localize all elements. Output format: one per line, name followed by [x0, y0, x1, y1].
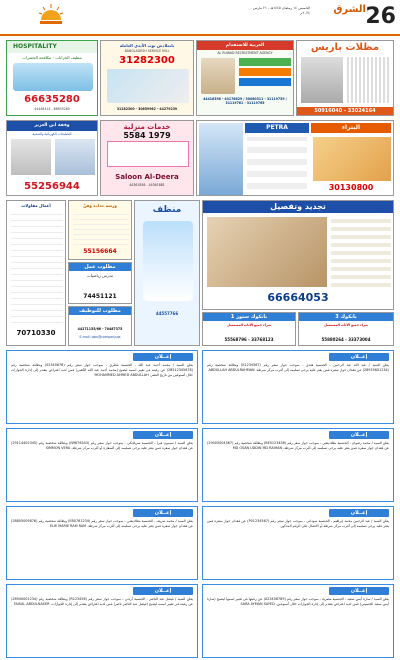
- notice-item: [6, 428, 198, 502]
- ad-phones: 31282300 - 30659962 - 44279239: [116, 107, 178, 111]
- ad-subtitle: للتصليحات الكهربائية والصحية: [32, 132, 72, 136]
- ad-subtitle: البتراء: [311, 123, 391, 133]
- ad-decor: [202, 200, 394, 310]
- notice-item: [6, 506, 198, 580]
- ad-subtitle: تنظيف الخزانات - مكافحة الحشرات: [22, 55, 82, 60]
- ad-phones: 55568796 - 33768123: [224, 337, 274, 342]
- ad-phones: 55880264 - 33373004: [321, 337, 371, 342]
- ad-job-hiring: [68, 306, 132, 346]
- ad-title: مطلوب عمل: [69, 263, 131, 271]
- ad-salon-name: Saloon Al-Deera: [115, 173, 179, 181]
- ad-phone: 55256944: [24, 181, 80, 192]
- ad-phone: 31282300: [119, 55, 175, 66]
- ad-title: تجديد وتفصيل: [203, 201, 393, 213]
- ad-title: مظلات باريس: [310, 42, 380, 53]
- notice-item: [202, 506, 394, 580]
- ad-contracting: [6, 200, 66, 346]
- ad-phones: 44271155/66 - 70487375: [77, 327, 123, 331]
- ad-phone: 66635280: [24, 94, 80, 105]
- ad-title: مطلوب للتوظيف: [69, 307, 131, 315]
- notice-tag: إعــلان: [133, 509, 193, 517]
- ad-title: وقفة ابن العزيز: [7, 121, 97, 131]
- notice-text: يعلن السيد / محمد شريف - الجنسية بنغلاديشي - بموجب جواز سفر رقم (EB0761234) وبطاقة شخصية رقم (28805009876) عن فقدان جواز سفره فمن يعثر عليه يرجى تسليمه إلى أقرب مركز شرطة. ELIE MARIE RAM RAM: [11, 519, 193, 529]
- ad-hospitality: [6, 40, 98, 116]
- notice-tag: إعــلان: [329, 353, 389, 361]
- ad-recruitment: [196, 40, 294, 116]
- ad-phone: 66664053: [267, 291, 329, 304]
- ad-title: HOSPITALITY: [13, 43, 57, 50]
- notice-item: [202, 350, 394, 424]
- notice-tag: إعــلان: [329, 587, 389, 595]
- ad-subtitle: شراء جميع الأثاث المستعمل: [324, 323, 368, 327]
- ad-title: بانغلادش بوت الأيدي العاملة: [119, 43, 175, 48]
- ad-phone: 55156664: [83, 248, 117, 255]
- ad-paris-shades: [296, 40, 394, 116]
- ad-phones: 44361858 - 44361881: [129, 183, 165, 187]
- ad-bangladesh: [100, 40, 194, 116]
- notice-tag: إعــلان: [133, 587, 193, 595]
- sun-logo-icon: [38, 2, 64, 26]
- ad-phone: 70710330: [16, 329, 56, 337]
- ad-subtitle: شراء جميع الأثاث المستعمل: [227, 323, 271, 327]
- ad-title: ورشة حدادة وفنّ: [83, 203, 117, 208]
- ad-home-services: [100, 120, 194, 196]
- ad-email: E-mail: jobs@company.qa: [79, 335, 121, 339]
- page-header: [0, 0, 400, 36]
- notice-text: يعلن السيد / عبد الله عبد الرحمن - الجنسية هندي - بموجب جواز سفر رقم (K1234567) وبطاقة شخصية رقم (28935601234) عن فقدان جواز سفره فمن يعثر عليه يرجى تسليمه إلى أقرب مركز شرطة. ABDULLAH ABDULRAHMAN: [207, 363, 389, 373]
- notice-item: [202, 584, 394, 658]
- notice-text: يعلن السيد / محمد رضوان - الجنسية بنغلاديشي - بموجب جواز سفر رقم (BE0123456) وبطاقة شخصية رقم (29005004567) عن فقدان جواز سفره فمن يعثر عليه يرجى تسليمه إلى أقرب مركز شرطة. MD OSAN UDDIN MD RAIHAN: [207, 441, 389, 451]
- ad-subtitle: AL RUWAD RECRUITMENT AGENCY: [217, 51, 273, 55]
- ad-title: العربية للاستقدام: [197, 41, 293, 50]
- ad-title: أعمال مقاولات: [21, 203, 51, 208]
- ad-phones: 50916040 - 33024164: [297, 107, 393, 116]
- ad-phone: 5584 1979: [123, 131, 171, 140]
- notice-item: [6, 584, 198, 658]
- ad-bangkok-3: [298, 312, 394, 346]
- ad-title: بانكوك 3: [299, 313, 393, 321]
- notice-tag: إعــلان: [133, 431, 193, 439]
- notice-text: يعلن السيد / عبد الرحمن محمد إبراهيم - الجنسية سوداني - بموجب جواز سفر رقم (P01234567) عن فقدان جواز سفره فمن يعثر عليه يرجى تسليمه إلى أقرب مركز شرطة أو الاتصال على الرقم المذكور.: [207, 519, 389, 529]
- notice-item: [202, 428, 394, 502]
- ad-subtitle: مدرس رياضيات: [86, 273, 114, 278]
- notice-tag: إعــلان: [329, 509, 389, 517]
- ad-phone: 44557766: [155, 311, 179, 316]
- page-number: 26: [365, 4, 396, 29]
- ad-phone: 74451121: [83, 293, 117, 300]
- ad-title: PETRA: [245, 123, 309, 133]
- ad-title: منظف: [152, 205, 182, 215]
- ad-ibn-aziz: [6, 120, 98, 196]
- ad-petra: [196, 120, 394, 196]
- ad-bangkok-store: [202, 312, 296, 346]
- ad-job-teacher: [68, 262, 132, 304]
- notice-item: [6, 350, 198, 424]
- notice-text: يعلن السيد / محمد أحمد عبد الله - الجنسية قطري - بموجب جواز سفر رقم (02345678) وبطاقة شخصية رقم (28512345678) عن رغبته في تغيير اسمه ليصبح (محمد أحمد عبد الله الكعبي) فمن لديه اعتراض يتقدم إلى إدارة الجوازات خلال أسبوعين من تاريخ النشر. MOHAMMED AHMED ABDULLAH: [11, 363, 193, 378]
- notice-tag: إعــلان: [329, 431, 389, 439]
- notice-tag: إعــلان: [133, 353, 193, 361]
- ad-cleaner: [134, 200, 200, 346]
- ad-title: خدمات منزلية: [123, 123, 171, 131]
- ad-phones: 44416398 - 40176629 / 30080311 - 31119759 / 31119761 - 31119765: [203, 97, 287, 106]
- notice-text: يعلن السيد / سيمون فيرا - الجنسية سريلانكي - بموجب جواز سفر رقم (N9876543) وبطاقة شخصية رقم (29114402345) عن فقدان جواز سفره فمن يعثر عليه يرجى تسليمه إلى السفارة أو أقرب مركز شرطة. SIMMON VERA: [11, 441, 193, 451]
- ad-title: بانكوك ستور 1: [203, 313, 295, 321]
- ad-subtitle: BANGLADESH SERVICE MILL: [124, 49, 170, 53]
- ad-phone-2: 44448414 - 66635280: [34, 107, 70, 111]
- ad-phone: 30130800: [328, 183, 374, 192]
- ad-workshop: [68, 200, 132, 260]
- newspaper-name: الشرق: [333, 4, 366, 15]
- issue-date: الخميس ١٤ رمضان ١٤٤٥هـ - ٢١ مارس ٢٠٢٤م: [253, 6, 310, 15]
- notice-text: يعلن السيد / سارة أيمن سعيد - الجنسية مصرية - بموجب جواز سفر رقم (A23456789) عن رغبتها في تغيير اسمها ليصبح (سارة أيمن سعيد الحسيني) فمن لديه اعتراض يتقدم إلى إدارة الجوازات خلال أسبوعين. SARA AYMAN SAYED: [207, 597, 389, 607]
- notice-text: يعلن السيد / فيصل عبد الناصر - الجنسية أردني - بموجب جواز سفر رقم (R123456) وبطاقة شخصية رقم (28940001234) عن رغبته في تغيير اسمه ليصبح (فيصل عبد الناصر ناصر) فمن لديه اعتراض يتقدم إلى إدارة الجوازات. FAISAL ABDULNASER: [11, 597, 193, 607]
